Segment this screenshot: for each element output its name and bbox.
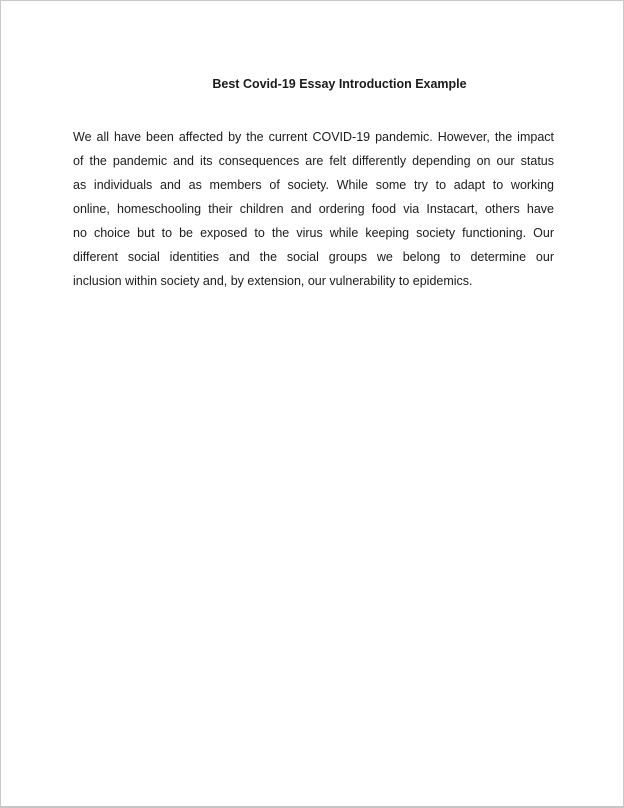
paragraph-line: no choice but to be exposed to the virus while keeping society functioning. Our [73,226,554,240]
essay-paragraph [73,125,554,293]
paragraph-line: online, homeschooling their children and ordering food via Instacart, others have [73,202,554,216]
document-title: Best Covid-19 Essay Introduction Example [212,77,467,91]
paragraph-line: We all have been affected by the current COVID-19 pandemic. However, the impact [73,130,554,144]
paragraph-line: different social identities and the social groups we belong to determine our [73,250,554,264]
document-content [73,1,554,293]
paragraph-line: as individuals and as members of society. While some try to adapt to working [73,178,554,192]
paragraph-line: inclusion within society and, by extension, our vulnerability to epidemics. [73,274,473,288]
paragraph-line: of the pandemic and its consequences are felt differently depending on our status [73,154,554,168]
